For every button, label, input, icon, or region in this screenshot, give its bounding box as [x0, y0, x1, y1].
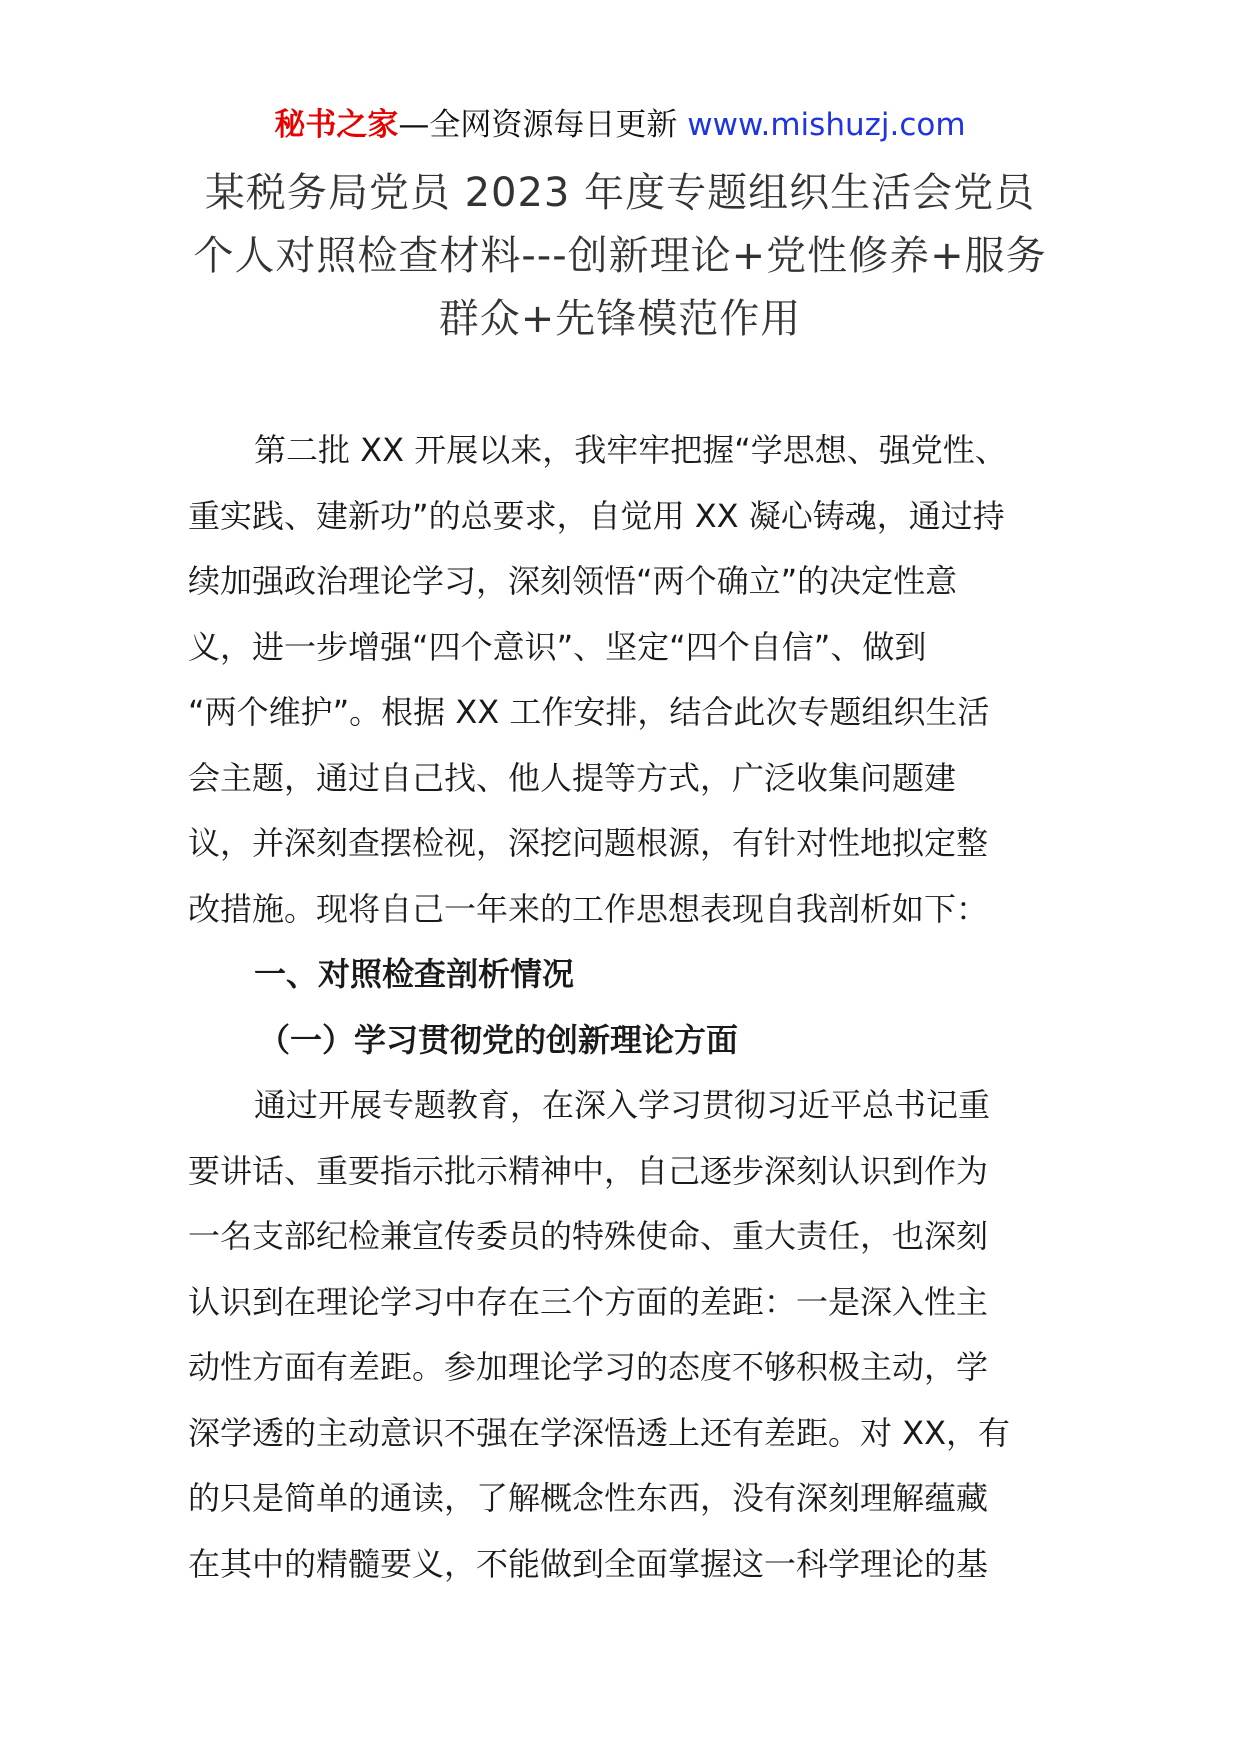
- intro-paragraph-line: 重实践、建新功”的总要求，自觉用 XX 凝心铸魂，通过持: [188, 496, 1005, 535]
- site-url-link[interactable]: www.mishuzj.com: [687, 107, 966, 143]
- body-paragraph-line: 的只是简单的通读，了解概念性东西，没有深刻理解蕴藏: [188, 1479, 989, 1517]
- body-paragraph-line: 认识到在理论学习中存在三个方面的差距：一是深入性主: [188, 1282, 989, 1321]
- body-paragraph-line: 动性方面有差距。参加理论学习的态度不够积极主动，学: [188, 1348, 989, 1386]
- intro-paragraph-line: “两个维护”。根据 XX 工作安排，结合此次专题组织生活: [188, 693, 990, 731]
- body-paragraph-line: 一名支部纪检兼宣传委员的特殊使命、重大责任，也深刻: [188, 1217, 989, 1255]
- header-tagline: —全网资源每日更新: [398, 107, 678, 143]
- title-line: 个人对照检查材料---创新理论+党性修养+服务: [193, 233, 1047, 279]
- intro-paragraph-line: 义，进一步增强“四个意识”、坚定“四个自信”、做到: [188, 627, 927, 666]
- site-header: [0, 100, 1240, 150]
- body-paragraph-line: 要讲话、重要指示批示精神中，自己逐步深刻认识到作为: [188, 1151, 989, 1190]
- intro-paragraph-line: 会主题，通过自己找、他人提等方式，广泛收集问题建: [188, 758, 957, 797]
- section-heading: 一、对照检查剖析情况: [254, 955, 575, 993]
- intro-paragraph-line: 议，并深刻查摆检视，深挖问题根源，有针对性地拟定整: [188, 824, 989, 862]
- brand-name: 秘书之家: [274, 107, 399, 143]
- body-paragraph-line: 深学透的主动意识不强在学深悟透上还有差距。对 XX，有: [188, 1413, 1011, 1452]
- intro-paragraph-line: 续加强政治理论学习，深刻领悟“两个确立”的决定性意: [188, 562, 958, 600]
- body-paragraph-line: 通过开展专题教育，在深入学习贯彻习近平总书记重: [254, 1086, 991, 1124]
- title-line: 群众+先锋模范作用: [438, 296, 802, 342]
- intro-paragraph-line: 改措施。现将自己一年来的工作思想表现自我剖析如下：: [188, 889, 989, 928]
- document-body: [188, 418, 1068, 1597]
- subsection-heading: （一）学习贯彻党的创新理论方面: [258, 1020, 739, 1059]
- document-title: [180, 162, 1060, 351]
- intro-paragraph-line: 第二批 XX 开展以来，我牢牢把握“学思想、强党性、: [254, 431, 1007, 469]
- title-line: 某税务局党员 2023 年度专题组织生活会党员: [204, 170, 1036, 216]
- body-paragraph-line: 在其中的精髓要义，不能做到全面掌握这一科学理论的基: [188, 1544, 989, 1583]
